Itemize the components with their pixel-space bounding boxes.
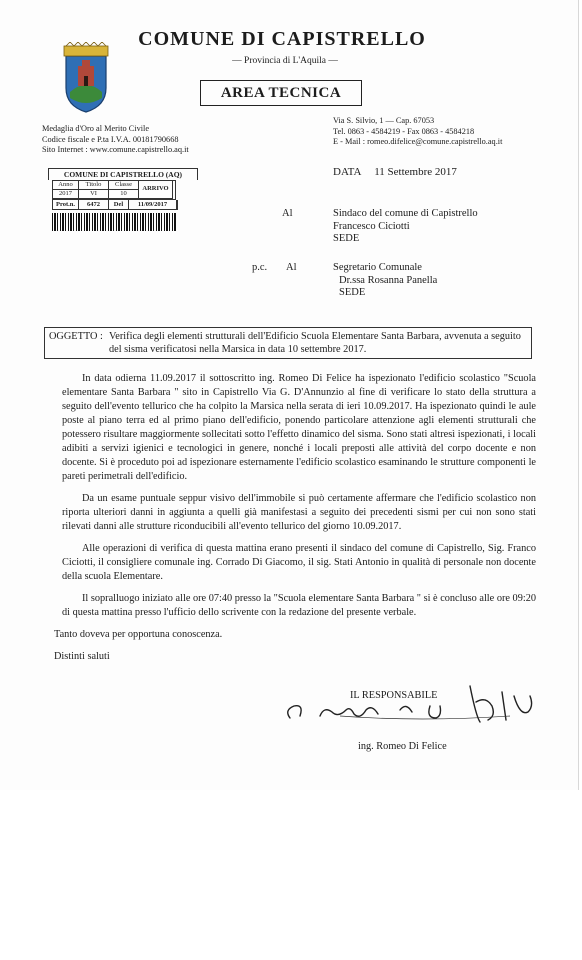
subject-box — [44, 327, 532, 359]
stamp-header: Anno — [53, 181, 79, 190]
signatory-name: ing. Romeo Di Felice — [358, 741, 447, 752]
handwritten-signature-icon — [280, 676, 550, 736]
recipient-line: Dr.ssa Rosanna Panella — [339, 274, 438, 286]
pc-label: p.c. — [252, 262, 268, 273]
recipient-line: Sindaco del comune di Capistrello — [333, 208, 478, 219]
email-line: E - Mail : romeo.difelice@comune.capistrello.aq.it — [333, 137, 503, 146]
right-contact-info — [333, 116, 502, 148]
document-date — [333, 166, 457, 178]
recipient-line: SEDE — [333, 233, 360, 244]
phone-fax-line: Tel. 0863 - 4584219 - Fax 0863 - 4584218 — [333, 126, 475, 136]
tax-code-line: Codice fiscale e P.ta I.V.A. 00181790668 — [42, 134, 179, 144]
recipient-line: Segretario Comunale — [333, 262, 422, 273]
body-paragraph: Da un esame puntuale seppur visivo dell'immobile si può certamente affermare che l'edificio scolastico non riporta ulteriori danni in aggiunta a quelli già manifestasi a seguito dei precedenti sismi per cui non sono stati rilevati danni alle strutture riconducibili all'evento tellurico del giorno 10.09.2017. — [62, 493, 536, 532]
barcode-icon — [52, 213, 176, 231]
closing-line: Tanto doveva per opportuna conoscenza. — [54, 629, 223, 640]
stamp-value: 2017 — [53, 190, 79, 199]
blank-area — [0, 790, 582, 960]
body-paragraph: Alle operazioni di verifica di questa mattina erano presenti il sindaco del comune di Capistrello, Sig. Franco Ciciotti, il consigliere comunale ing. Corrado Di Giacomo, il sig. Stati Antonio in qualità di personale non docente della scuola Elementare. — [62, 543, 536, 582]
letter-body — [54, 372, 536, 672]
department-box: AREA TECNICA — [200, 80, 362, 106]
left-contact-info — [42, 124, 189, 156]
del-label: Del — [109, 200, 129, 209]
prot-number: 6472 — [79, 200, 109, 209]
signature-role: IL RESPONSABILE — [350, 690, 438, 701]
protocol-stamp — [48, 168, 198, 231]
body-paragraph: In data odierna 11.09.2017 il sottoscritto ing. Romeo Di Felice ha ispezionato l'edificio scolastico "Scuola elementare Santa Barbara " sito in Capistrello Via G. D'Annunzio al fine di verificare lo stato della struttura a seguito dell'evento tellurico che ha colpito la Marsica nella serata di ieri 10.09.2017. Ha ispezionato quindi le aule poste al piano terra ed al primo piano dell'edificio, ponendo particolare attenzione agli elementi strutturali che potessero risultare maggiormente sollecitati sotto l'effetto dinamico del sisma. Sono stati altresì ispezionati, i locali adibiti a servizi igienici e tecnologici in genere, nonché i locali preposti alle attività del corpo docente e non docente. Si è proceduto poi ad ispezionare esternamente l'edificio scolastico esaminando le strutture componenti le pareti perimetrali dell'edificio. — [62, 373, 536, 482]
address-line: Via S. Silvio, 1 — Cap. 67053 — [333, 116, 435, 125]
municipal-crest-icon — [60, 42, 112, 114]
province-line: — Provincia di L'Aquila — — [232, 56, 338, 66]
prot-label: Prot.n. — [53, 200, 79, 209]
municipality-title: COMUNE DI CAPISTRELLO — [138, 28, 426, 50]
body-paragraph: Il sopralluogo iniziato alle ore 07:40 presso la "Scuola elementare Santa Barbara " si è concluso alle ore 09:20 di questa mattina presso l'ufficio dello scrivente con la redazione del presente verbale. — [62, 593, 536, 618]
stamp-header: Titolo — [79, 181, 109, 190]
stamp-header: ARRIVO — [139, 181, 173, 199]
subject-label: OGGETTO : — [49, 331, 103, 342]
stamp-title: COMUNE DI CAPISTRELLO (AQ) — [48, 168, 198, 180]
stamp-value: VI — [79, 190, 109, 199]
stamp-protocol-row — [52, 200, 178, 210]
stamp-value: 10 — [109, 190, 139, 199]
recipient-line: Francesco Ciciotti — [333, 220, 410, 232]
prot-date: 11/09/2017 — [129, 200, 177, 209]
greeting-line: Distinti saluti — [54, 651, 110, 662]
recipient-line: SEDE — [339, 287, 366, 298]
subject-text: Verifica degli elementi strutturali dell'Edificio Scuola Elementare Santa Barbara, avvenuta a seguito del sisma verificatosi nella Marsica in data 10 settembre 2017. — [109, 331, 521, 355]
recipient-primary — [333, 208, 478, 246]
al-label-cc: Al — [286, 262, 297, 273]
stamp-grid — [52, 180, 176, 200]
recipient-cc — [333, 262, 437, 300]
stamp-header: Classe — [109, 181, 139, 190]
date-label: DATA — [333, 166, 362, 178]
date-value: 11 Settembre 2017 — [374, 166, 457, 178]
al-label: Al — [282, 208, 293, 219]
website-line: Sito Internet : www.comune.capistrello.aq.it — [42, 145, 189, 154]
medal-line: Medaglia d'Oro al Merito Civile — [42, 124, 150, 133]
